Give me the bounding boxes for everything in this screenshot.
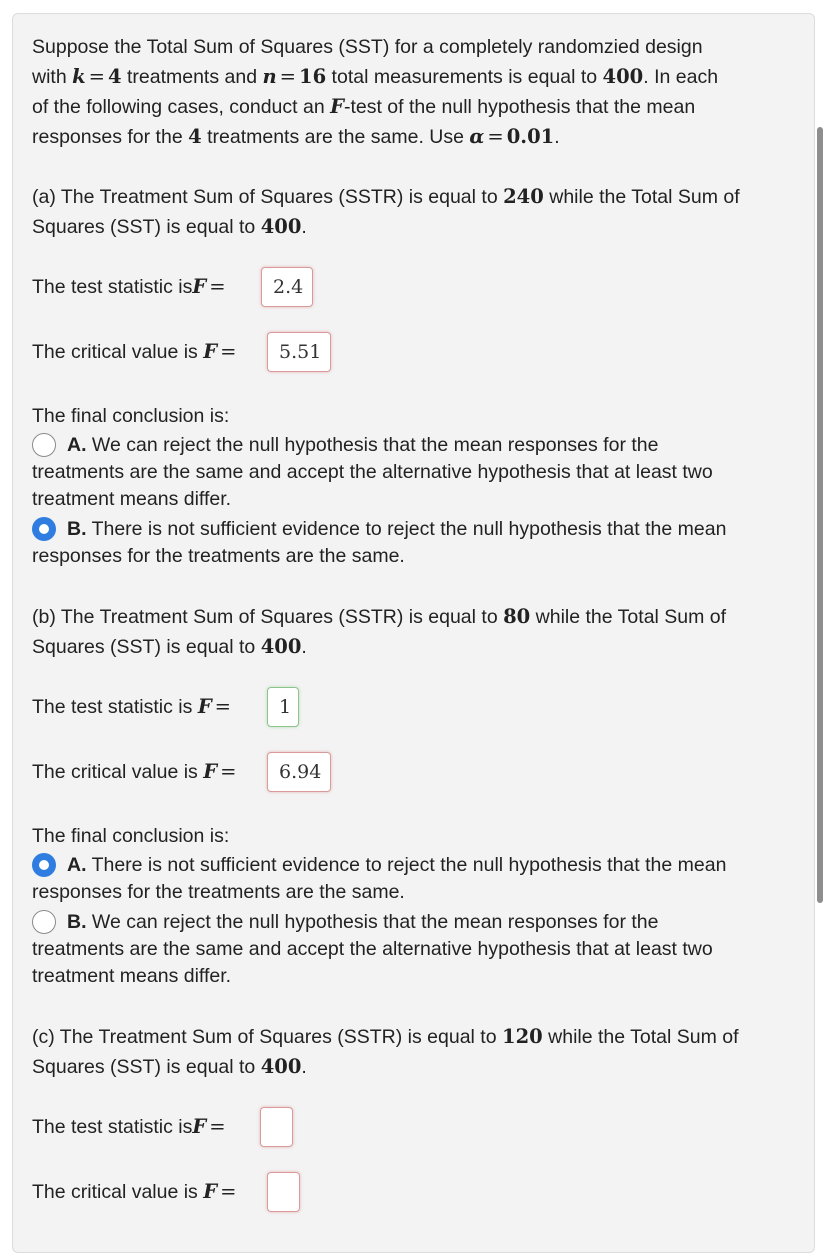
scrollbar[interactable] xyxy=(817,127,823,903)
part-b-heading-2: Squares (SST) is equal to 400. xyxy=(32,635,307,658)
part-a-test-statistic-input[interactable]: 2.4 xyxy=(261,267,313,307)
part-b-option-a-text-2: responses for the treatments are the same. xyxy=(32,881,405,903)
part-b-critical-value-input[interactable]: 6.94 xyxy=(267,752,331,792)
part-a-option-b-text[interactable]: B. There is not sufficient evidence to reject the null hypothesis that the mean xyxy=(67,518,727,540)
part-a-heading-2: Squares (SST) is equal to 400. xyxy=(32,215,307,238)
part-a-option-b-text-2: responses for the treatments are the same. xyxy=(32,545,405,567)
part-b-test-label: The test statistic is F = xyxy=(32,695,232,718)
part-a-critical-value-input[interactable]: 5.51 xyxy=(267,332,331,372)
part-a-test-label: The test statistic isF = xyxy=(32,275,226,298)
part-b-option-a-text[interactable]: A. There is not sufficient evidence to reject the null hypothesis that the mean xyxy=(67,854,727,876)
part-a-conclusion-label: The final conclusion is: xyxy=(32,405,230,427)
intro-line-3: of the following cases, conduct an F-test of the null hypothesis that the mean xyxy=(32,95,696,118)
part-b-option-b-text-3: treatment means differ. xyxy=(32,965,232,987)
part-a-option-a-text[interactable]: A. We can reject the null hypothesis that the mean responses for the xyxy=(67,434,659,456)
intro-line-4: responses for the 4 treatments are the same. Use α = 0.01. xyxy=(32,125,560,148)
part-a-option-b-radio[interactable] xyxy=(32,517,56,541)
part-c-heading-2: Squares (SST) is equal to 400. xyxy=(32,1055,307,1078)
part-b-test-statistic-input[interactable]: 1 xyxy=(267,687,299,727)
part-a-option-a-text-3: treatment means differ. xyxy=(32,488,232,510)
part-a-option-a-radio[interactable] xyxy=(32,433,56,457)
part-a-heading: (a) The Treatment Sum of Squares (SSTR) is equal to 240 while the Total Sum of xyxy=(32,185,740,208)
part-b-option-b-radio[interactable] xyxy=(32,910,56,934)
part-a-critical-label: The critical value is F = xyxy=(32,340,237,363)
part-b-option-b-text-2: treatments are the same and accept the alternative hypothesis that at least two xyxy=(32,938,713,960)
part-c-test-label: The test statistic isF = xyxy=(32,1115,226,1138)
part-b-critical-label: The critical value is F = xyxy=(32,760,237,783)
part-c-heading: (c) The Treatment Sum of Squares (SSTR) is equal to 120 while the Total Sum of xyxy=(32,1025,739,1048)
part-c-test-statistic-input[interactable] xyxy=(260,1107,293,1147)
part-a-option-a-text-2: treatments are the same and accept the alternative hypothesis that at least two xyxy=(32,461,713,483)
part-b-heading: (b) The Treatment Sum of Squares (SSTR) is equal to 80 while the Total Sum of xyxy=(32,605,727,628)
intro-line-1: Suppose the Total Sum of Squares (SST) for a completely randomzied design xyxy=(32,36,703,58)
part-c-critical-value-input[interactable] xyxy=(267,1172,300,1212)
part-b-option-a-radio[interactable] xyxy=(32,853,56,877)
part-b-option-b-text[interactable]: B. We can reject the null hypothesis that the mean responses for the xyxy=(67,911,659,933)
intro-line-2: with k = 4 treatments and n = 16 total measurements is equal to 400. In each xyxy=(32,65,719,88)
part-c-critical-label: The critical value is F = xyxy=(32,1180,237,1203)
part-b-conclusion-label: The final conclusion is: xyxy=(32,825,230,847)
